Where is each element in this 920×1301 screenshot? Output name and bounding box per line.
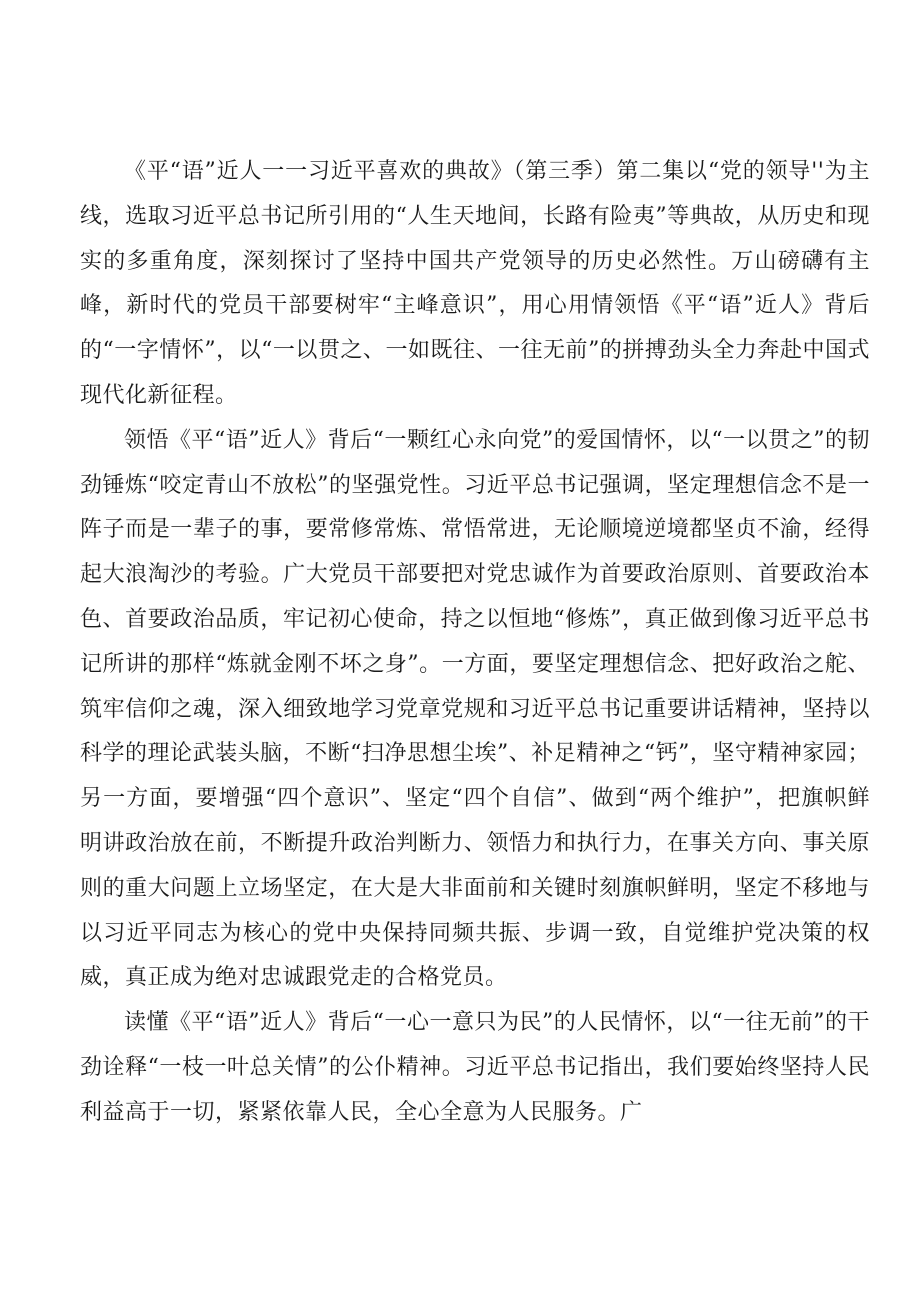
paragraph-3: 读懂《平“语”近人》背后“一心一意只为民”的人民情怀，以“一往无前”的干劲诠释“一枝一叶总关情”的公仆精神。习近平总书记指出，我们要始终坚持人民利益高于一切，紧紧依靠人民，全心全意为人民服务。广 [80,1010,870,1125]
paragraph-2: 领悟《平“语”近人》背后“一颗红心永向党”的爱国情怀，以“一以贯之”的韧劲锤炼“咬定青山不放松”的坚强党性。习近平总书记强调，坚定理想信念不是一阵子而是一辈子的事，要常修常炼、常悟常进，无论顺境逆境都坚贞不渝，经得起大浪淘沙的考验。广大党员干部要把对党忠诚作为首要政治原则、首要政治本色、首要政治品质，牢记初心使命，持之以恒地“修炼”，真正做到像习近平总书记所讲的那样“炼就金刚不坏之身”。一方面，要坚定理想信念、把好政治之舵、筑牢信仰之魂，深入细致地学习党章党规和习近平总书记重要讲话精神，坚持以科学的理论武装头脑，不断“扫净思想尘埃”、补足精神之“钙”，坚守精神家园；另一方面，要增强“四个意识”、坚定“四个自信”、做到“两个维护”，把旗帜鲜明讲政治放在前，不断提升政治判断力、领悟力和执行力，在事关方向、事关原则的重大问题上立场坚定，在大是大非面前和关键时刻旗帜鲜明，坚定不移地与以习近平同志为核心的党中央保持同频共振、步调一致，自觉维护党决策的权威，真正成为绝对忠诚跟党走的合格党员。 [80,427,870,991]
document-body [80,150,870,1136]
paragraph-1: 《平“语”近人一一习近平喜欢的典故》（第三季）第二集以“党的领导''为主线，选取习近平总书记所引用的“人生天地间，长路有险夷”等典故，从历史和现实的多重角度，深刻探讨了坚持中国共产党领导的历史必然性。万山磅礴有主峰，新时代的党员干部要树牢“主峰意识”，用心用情领悟《平“语”近人》背后的“一字情怀”，以“一以贯之、一如既往、一往无前”的拼搏劲头全力奔赴中国式现代化新征程。 [80,159,870,408]
